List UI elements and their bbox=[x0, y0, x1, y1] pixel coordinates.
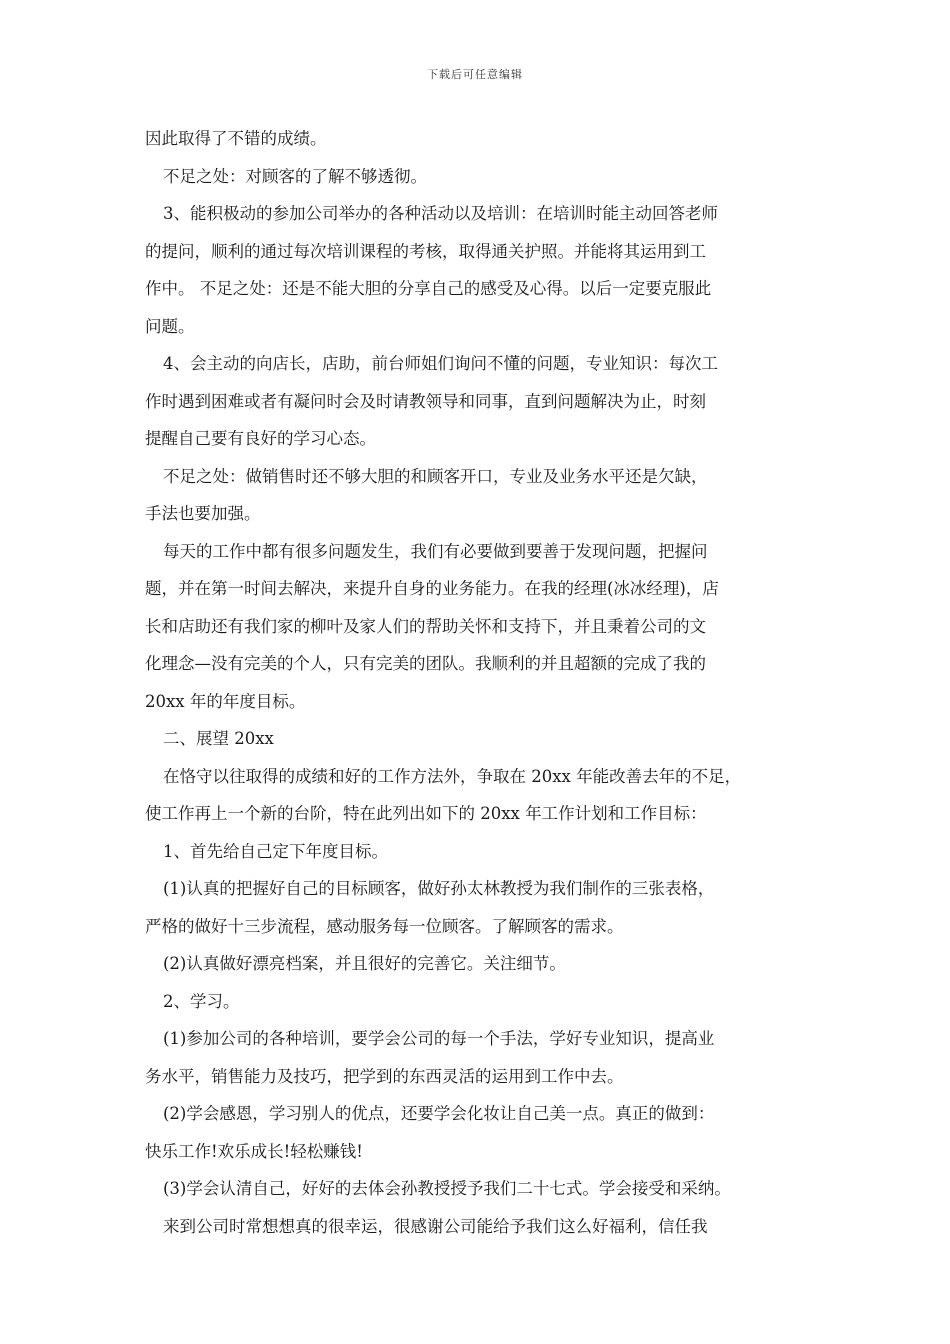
text-line: 因此取得了不错的成绩。 bbox=[145, 129, 327, 148]
text-line: 作中。 不足之处：还是不能大胆的分享自己的感受及心得。以后一定要克服此 bbox=[145, 279, 712, 298]
text-line: 使工作再上一个新的台阶，特在此列出如下的 20xx 年工作计划和工作目标： bbox=[145, 804, 707, 823]
text-line: 20xx 年的年度目标。 bbox=[145, 691, 306, 711]
text-line: 严格的做好十三步流程，感动服务每一位顾客。了解顾客的需求。 bbox=[145, 916, 624, 936]
text-line: 务水平，销售能力及技巧，把学到的东西灵活的运用到工作中去。 bbox=[145, 1066, 624, 1086]
text-line: 长和店助还有我们家的柳叶及家人们的帮助关怀和支持下，并且秉着公司的文 bbox=[145, 616, 706, 636]
text-line: (1)参加公司的各种培训，要学会公司的每一个手法，学好专业知识，提高业 bbox=[163, 1029, 715, 1048]
text-line: 问题。 bbox=[145, 316, 195, 336]
text-line: 4、会主动的向店长，店助，前台师姐们询问不懂的问题，专业知识：每次工 bbox=[163, 354, 718, 373]
text-line: 化理念—没有完美的个人，只有完美的团队。我顺利的并且超额的完成了我的 bbox=[145, 654, 706, 673]
text-line: 不足之处：对顾客的了解不够透彻。 bbox=[163, 166, 427, 186]
document-body bbox=[145, 120, 807, 1245]
text-line: 题，并在第一时间去解决，来提升自身的业务能力。在我的经理(冰冰经理)，店 bbox=[145, 579, 719, 598]
text-line: 手法也要加强。 bbox=[145, 504, 261, 523]
text-line: 3、能积极动的参加公司举办的各种活动以及培训：在培训时能主动回答老师 bbox=[163, 204, 718, 223]
text-line: 作时遇到困难或者有凝问时会及时请教领导和同事，直到问题解决为止，时刻 bbox=[145, 391, 706, 411]
text-line: (1)认真的把握好自己的目标顾客，做好孙太林教授为我们制作的三张表格， bbox=[163, 879, 715, 898]
text-line: 每天的工作中都有很多问题发生，我们有必要做到要善于发现问题，把握问 bbox=[163, 541, 708, 561]
text-line: (2)认真做好漂亮档案，并且很好的完善它。关注细节。 bbox=[163, 954, 566, 973]
text-line: 提醒自己要有良好的学习心态。 bbox=[145, 429, 376, 448]
text-line: 二、展望 20xx bbox=[163, 729, 274, 748]
text-line: (3)学会认清自己，好好的去体会孙教授授予我们二十七式。学会接受和采纳。 bbox=[163, 1179, 731, 1198]
text-line: 1、首先给自己定下年度目标。 bbox=[163, 841, 388, 861]
text-line: 不足之处：做销售时还不够大胆的和顾客开口，专业及业务水平还是欠缺， bbox=[163, 466, 708, 486]
text-line: 来到公司时常想想真的很幸运，很感谢公司能给予我们这么好福利，信任我 bbox=[163, 1216, 708, 1236]
text-line: 快乐工作!欢乐成长!轻松赚钱! bbox=[145, 1141, 363, 1161]
text-line: (2)学会感恩，学习别人的优点，还要学会化妆让自己美一点。真正的做到： bbox=[163, 1104, 715, 1123]
page-header: 下载后可任意编辑 bbox=[427, 68, 523, 81]
text-line: 2、学习。 bbox=[163, 991, 240, 1011]
text-line: 的提问，顺利的通过每次培训课程的考核，取得通关护照。并能将其运用到工 bbox=[145, 241, 706, 261]
text-line: 在恪守以往取得的成绩和好的工作方法外，争取在 20xx 年能改善去年的不足， bbox=[163, 766, 742, 786]
